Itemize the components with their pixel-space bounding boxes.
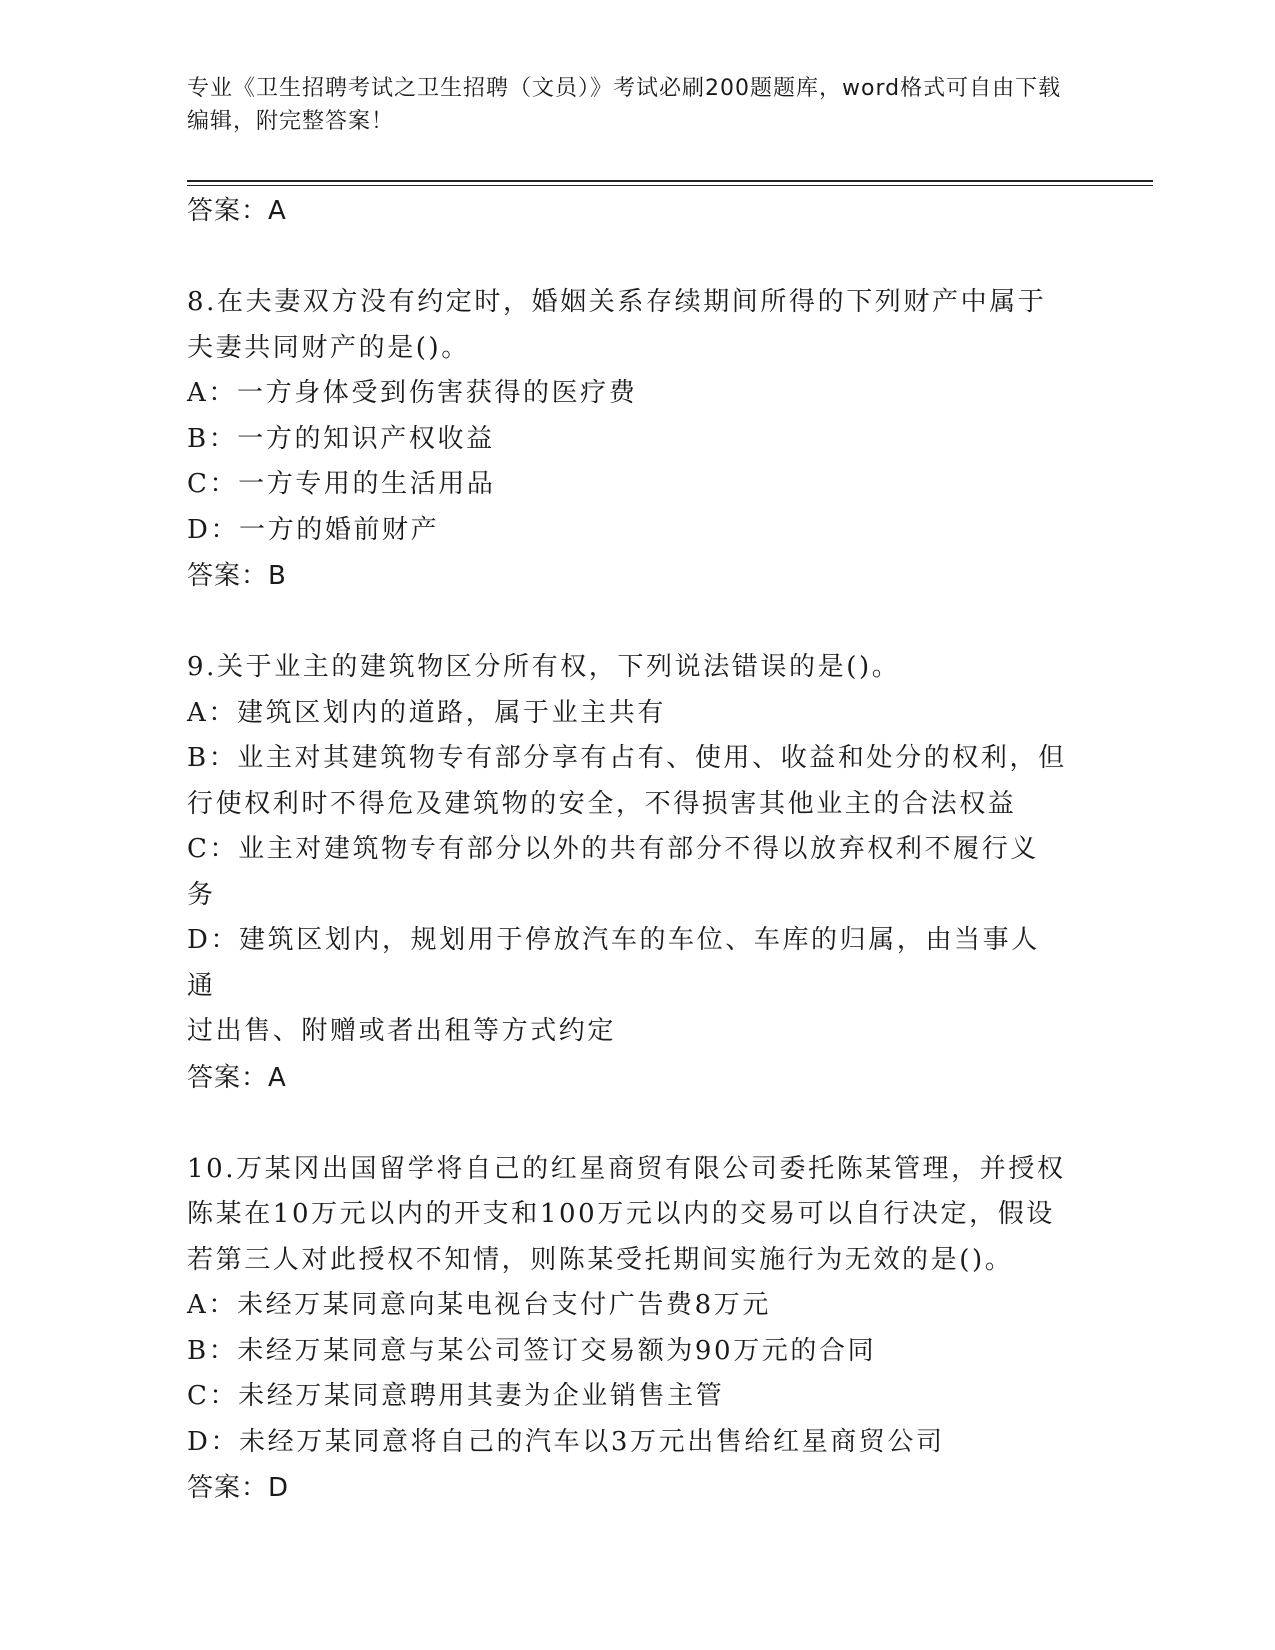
- header-rule: [187, 180, 1153, 182]
- question-8: [187, 280, 1067, 599]
- question-text-line: 夫妻共同财产的是()。: [187, 332, 470, 363]
- option-a: A：一方身体受到伤害获得的医疗费: [187, 378, 638, 408]
- option-b-continued: 行使权利时不得危及建筑物的安全，不得损害其他业主的合法权益: [187, 788, 1017, 819]
- option-d: D：未经万某同意将自己的汽车以3万元出售给红星商贸公司: [187, 1426, 945, 1457]
- question-content: [187, 188, 1067, 1511]
- option-b: B：未经万某同意与某公司签订交易额为90万元的合同: [187, 1335, 877, 1366]
- spacer: [187, 1101, 1067, 1147]
- spacer: [187, 599, 1067, 645]
- question-10: [187, 1147, 1067, 1512]
- answer: 答案：A: [187, 1062, 287, 1093]
- answer: 答案：D: [187, 1473, 290, 1503]
- option-b: B：业主对其建筑物专有部分享有占有、使用、收益和处分的权利，但: [187, 743, 1067, 773]
- option-d-continued: 过出售、附赠或者出租等方式约定: [187, 1016, 617, 1046]
- spacer: [187, 234, 1067, 280]
- answer-previous: 答案：A: [187, 196, 287, 226]
- option-a: A：建筑区划内的道路，属于业主共有: [187, 697, 666, 728]
- question-text-line: 10.万某冈出国留学将自己的红星商贸有限公司委托陈某管理，并授权: [187, 1153, 1066, 1184]
- option-c: C：一方专用的生活用品: [187, 469, 496, 499]
- option-c: C：未经万某同意聘用其妻为企业销售主管: [187, 1381, 725, 1411]
- question-text-line: 若第三人对此授权不知情，则陈某受托期间实施行为无效的是()。: [187, 1244, 1014, 1275]
- question-text-line: 9.关于业主的建筑物区分所有权，下列说法错误的是()。: [187, 652, 901, 682]
- option-d: D：建筑区划内，规划用于停放汽车的车位、车库的归属，由当事人通: [187, 925, 1040, 1001]
- page-header: 专业《卫生招聘考试之卫生招聘（文员）》考试必刷200题题库，word格式可自由下载编辑，附完整答案！: [187, 76, 1062, 134]
- question-text-line: 8.在夫妻双方没有约定时，婚姻关系存续期间所得的下列财产中属于: [187, 287, 1047, 317]
- question-9: [187, 645, 1067, 1101]
- option-b: B：一方的知识产权收益: [187, 423, 495, 454]
- question-text-line: 陈某在10万元以内的开支和100万元以内的交易可以自行决定，假设: [187, 1199, 1055, 1229]
- header-rule-thin: [187, 185, 1153, 186]
- option-c: C：业主对建筑物专有部分以外的共有部分不得以放弃权利不履行义务: [187, 834, 1039, 910]
- option-d: D：一方的婚前财产: [187, 514, 440, 545]
- answer: 答案：B: [187, 561, 287, 591]
- option-a: A：未经万某同意向某电视台支付广告费8万元: [187, 1290, 771, 1320]
